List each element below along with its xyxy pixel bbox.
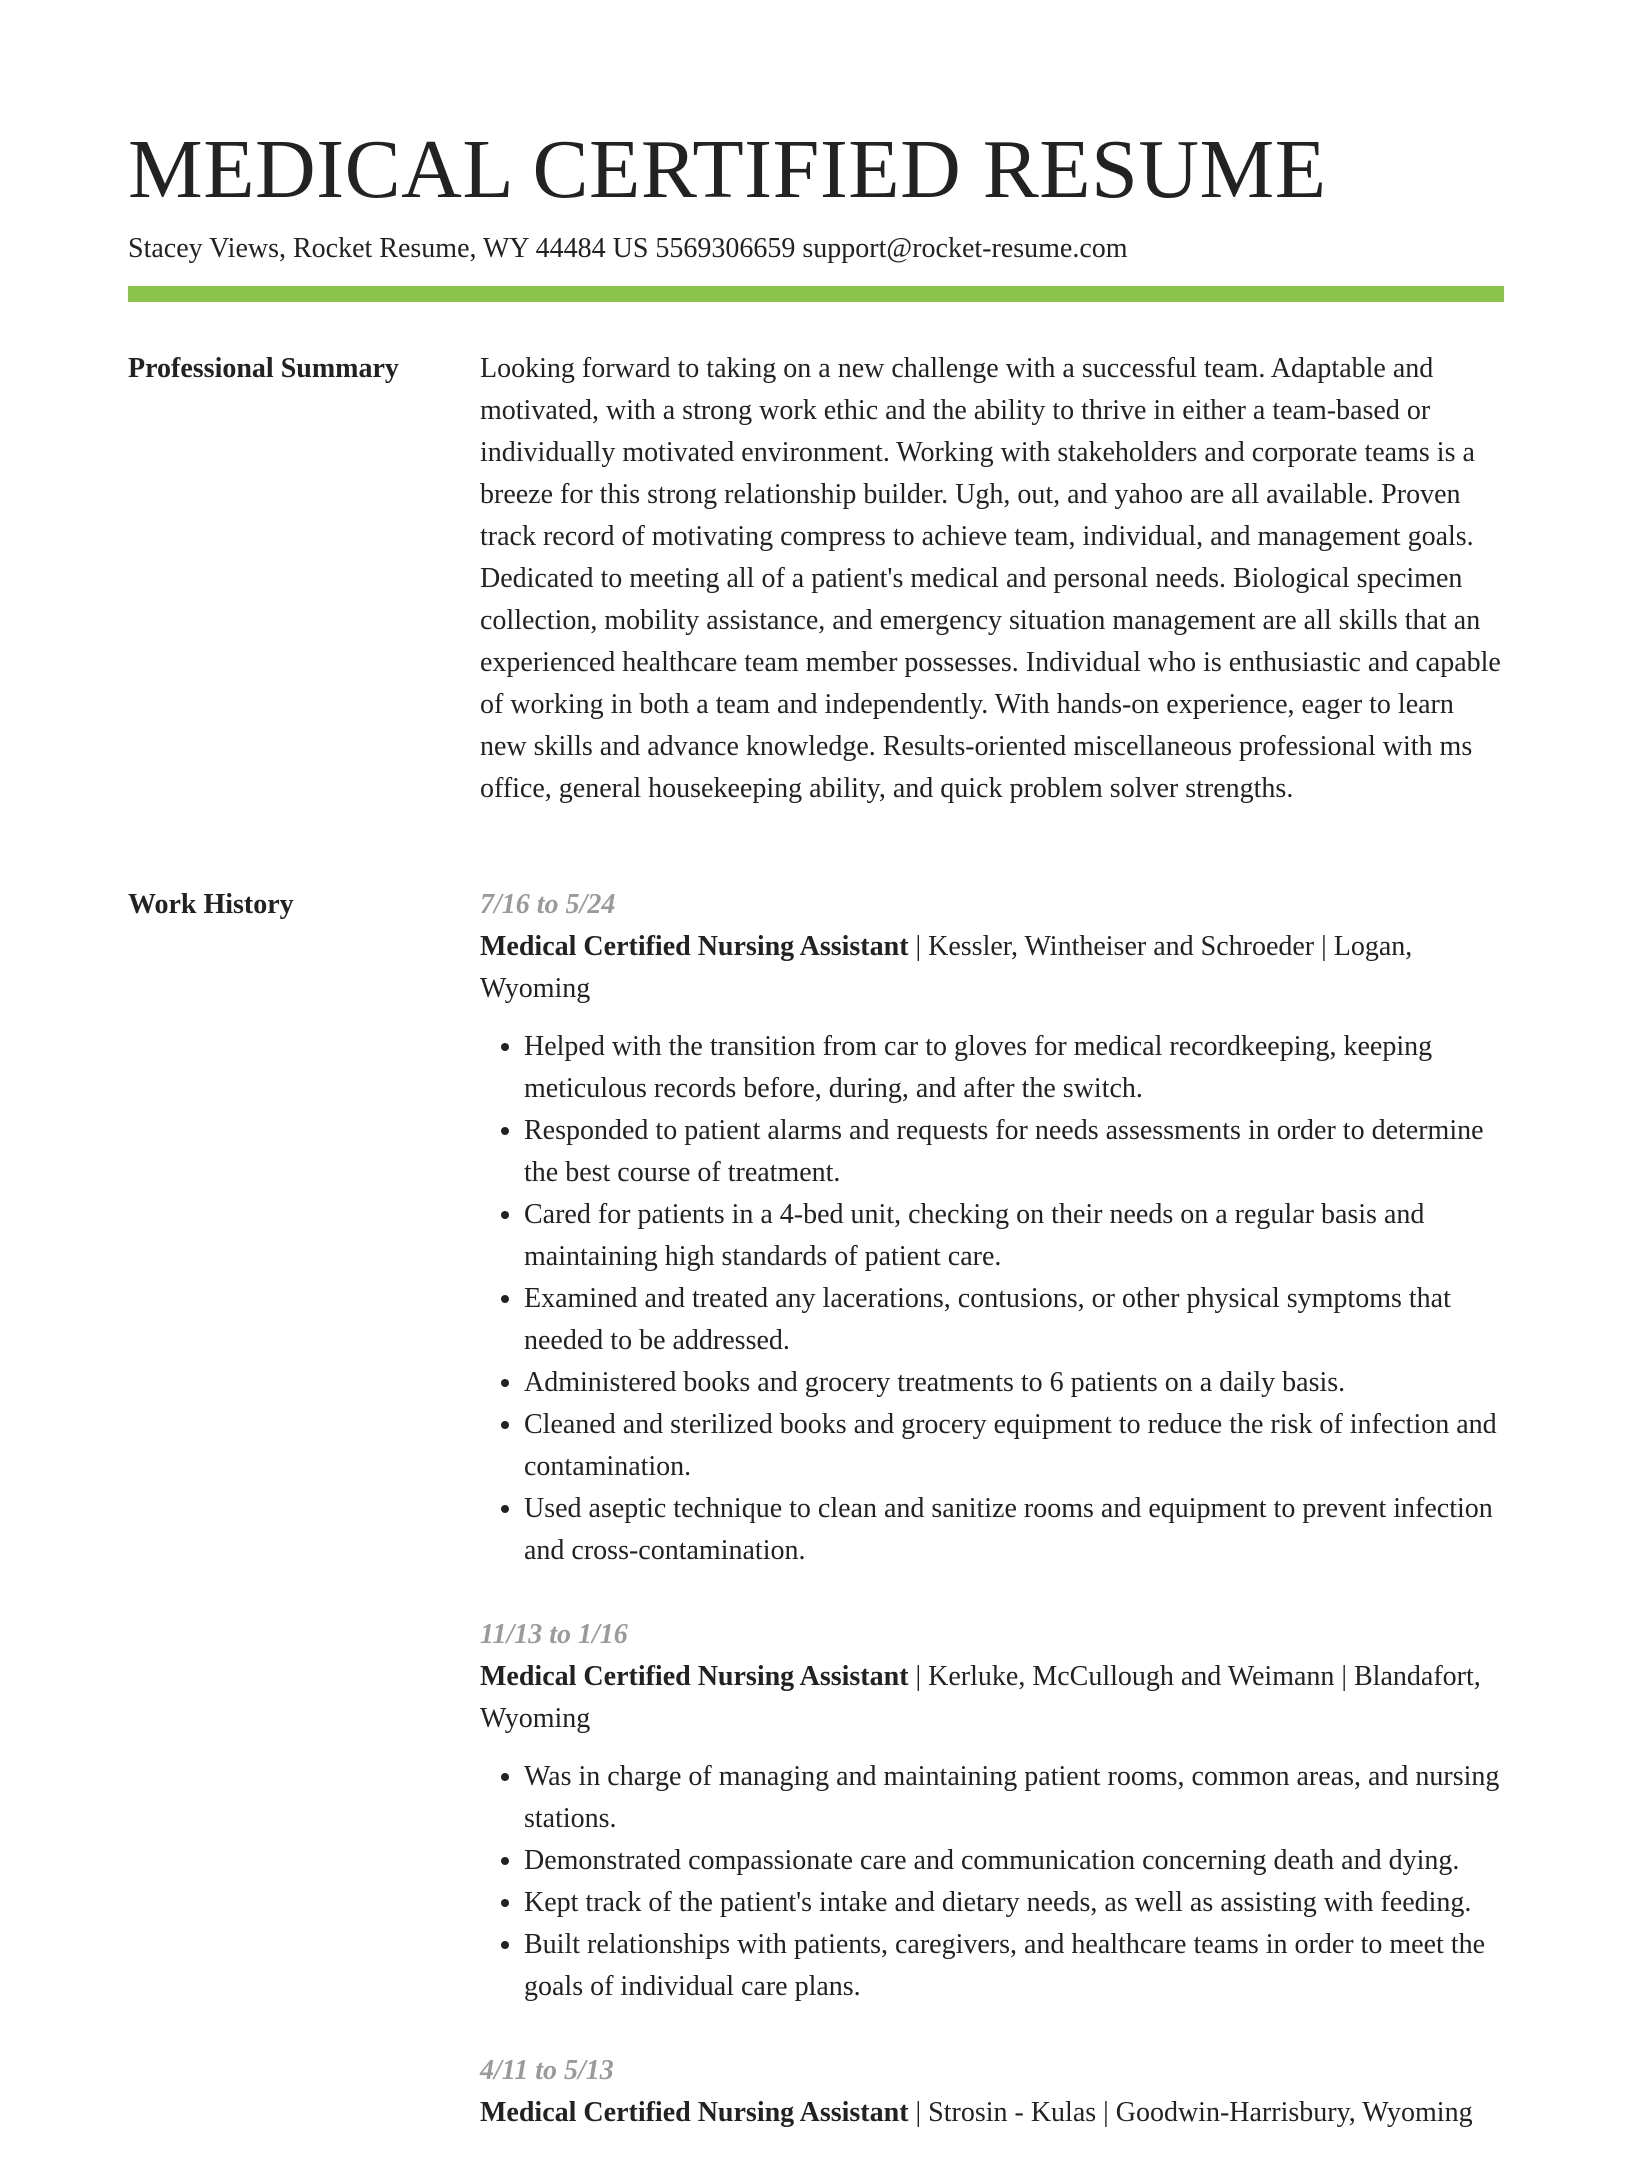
job-bullet: • Cared for patients in a 4-bed unit, checking on their needs on a regular basis and maintaining high standards of patient care. [524, 1194, 1504, 1278]
summary-label: Professional Summary [128, 353, 399, 384]
job-details: | Strosin - Kulas | Goodwin-Harrisbury, Wyoming [908, 2097, 1473, 2128]
job-title: Medical Certified Nursing Assistant [480, 2097, 909, 2128]
job-details: | Kerluke, McCullough and Weimann | Blandafort, Wyoming [480, 1661, 1481, 1734]
job-bullet: • Cleaned and sterilized books and grocery equipment to reduce the risk of infection and contamination. [524, 1404, 1504, 1488]
accent-rule [128, 286, 1504, 302]
job-entry [480, 1614, 1504, 2008]
work-history-label: Work History [128, 889, 294, 920]
job-dates: 11/13 to 1/16 [480, 1619, 628, 1650]
job-details: | Kessler, Wintheiser and Schroeder | Logan, Wyoming [480, 931, 1413, 1004]
job-dates: 4/11 to 5/13 [480, 2055, 614, 2086]
work-history-body [480, 884, 1504, 2176]
job-dates: 7/16 to 5/24 [480, 889, 616, 920]
job-title: Medical Certified Nursing Assistant [480, 931, 909, 962]
job-entry [480, 884, 1504, 1572]
job-heading [480, 2092, 1504, 2134]
job-bullet: • Helped with the transition from car to gloves for medical recordkeeping, keeping meticulous records before, during, and after the switch. [524, 1026, 1504, 1110]
job-bullet-list [480, 1756, 1504, 2008]
job-heading [480, 1656, 1504, 1740]
job-bullet: • Built relationships with patients, caregivers, and healthcare teams in order to meet the goals of individual care plans. [524, 1924, 1504, 2008]
job-bullet: • Was in charge of managing and maintaining patient rooms, common areas, and nursing stations. [524, 1756, 1504, 1840]
job-title: Medical Certified Nursing Assistant [480, 1661, 909, 1692]
job-heading [480, 926, 1504, 1010]
summary-body [480, 348, 1504, 810]
job-bullet: • Demonstrated compassionate care and communication concerning death and dying. [524, 1840, 1504, 1882]
job-bullet: • Responded to patient alarms and requests for needs assessments in order to determine the best course of treatment. [524, 1110, 1504, 1194]
contact-line: Stacey Views, Rocket Resume, WY 44484 US 5569306659 support@rocket-resume.com [128, 233, 1128, 264]
resume-title: MEDICAL CERTIFIED RESUME [128, 123, 1327, 216]
job-bullet: • Kept track of the patient's intake and dietary needs, as well as assisting with feeding. [524, 1882, 1504, 1924]
job-bullet: • Administered books and grocery treatments to 6 patients on a daily basis. [524, 1362, 1504, 1404]
job-bullet: • Examined and treated any lacerations, contusions, or other physical symptoms that needed to be addressed. [524, 1278, 1504, 1362]
job-bullet-list [480, 1026, 1504, 1572]
job-entry [480, 2050, 1504, 2134]
job-bullet: • Used aseptic technique to clean and sanitize rooms and equipment to prevent infection and cross-contamination. [524, 1488, 1504, 1572]
summary-text: Looking forward to taking on a new challenge with a successful team. Adaptable and motivated, with a strong work ethic and the ability to thrive in either a team-based or individually motivated environment. Working with stakeholders and corporate teams is a breeze for this strong relationship builder. Ugh, out, and yahoo are all available. Proven track record of motivating compress to achieve team, individual, and management goals. Dedicated to meeting all of a patient's medical and personal needs. Biological specimen collection, mobility assistance, and emergency situation management are all skills that an experienced healthcare team member possesses. Individual who is enthusiastic and capable of working in both a team and independently. With hands-on experience, eager to learn new skills and advance knowledge. Results-oriented miscellaneous professional with ms office, general housekeeping ability, and quick problem solver strengths. [480, 353, 1501, 804]
